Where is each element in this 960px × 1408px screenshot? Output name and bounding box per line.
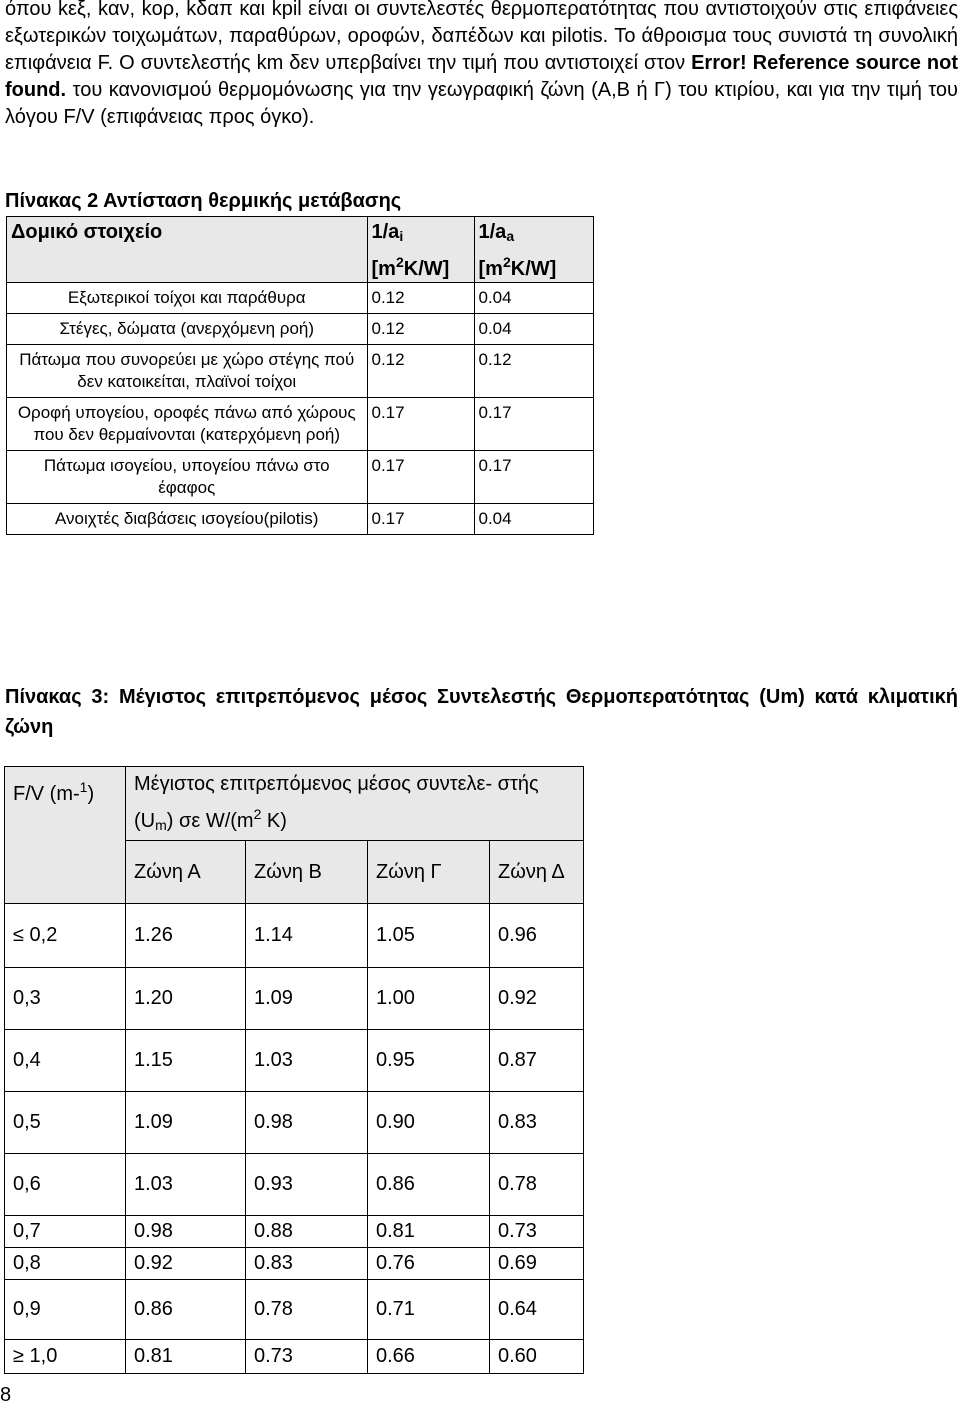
zone-a-header: Ζώνη Α	[126, 841, 246, 904]
zone-c-value: 0.95	[368, 1030, 490, 1092]
intro-paragraph	[5, 0, 958, 131]
zone-a-value: 0.86	[126, 1280, 246, 1340]
table-row	[5, 968, 584, 1030]
zone-c-header: Ζώνη Γ	[368, 841, 490, 904]
row-label: Πάτωμα ισογείου, υπογείου πάνω στο έφαφος	[7, 451, 368, 504]
table-row	[5, 1216, 584, 1248]
zone-a-value: 1.03	[126, 1154, 246, 1216]
zone-d-value: 0.64	[490, 1280, 584, 1340]
error-reference: Error! Reference source not found.	[5, 52, 958, 101]
zone-a-value: 0.92	[126, 1248, 246, 1280]
intro-text-1: όπου kεξ, kαν, kορ, kδαπ και kpil είναι οι συντελεστές θερμοπερατότητας που αντιστοιχούν στις επιφάνειες εξωτερικών τοιχωμάτων, παραθύρων, οροφών, δαπέδων και pilotis. Το άθροισμα τους συνιστά τη συνολική επιφάνεια F. Ο συντελεστής km δεν υπερβαίνει την τιμή που αντιστοιχεί στον	[5, 0, 958, 74]
table-row	[5, 1280, 584, 1340]
zone-c-value: 0.66	[368, 1340, 490, 1374]
header-description: Μέγιστος επιτρεπόμενος μέσος συντελε- στής $(U_m)$ σε $W/(m^2$ K)	[126, 767, 584, 841]
zone-a-value: 1.15	[126, 1030, 246, 1092]
fv-value: 0,5	[5, 1092, 126, 1154]
table3-header-row	[5, 767, 584, 841]
fv-value: ≥ 1,0	[5, 1340, 126, 1374]
zone-d-value: 0.96	[490, 904, 584, 968]
value-ai: 0.17	[367, 398, 474, 451]
zone-a-value: 1.09	[126, 1092, 246, 1154]
row-label: Πάτωμα που συνορεύει με χώρο στέγης πού δεν κατοικείται, πλαϊνοί τοίχοι	[7, 345, 368, 398]
table-row	[7, 314, 594, 345]
page-number: 8	[0, 1384, 12, 1406]
row-label: Οροφή υπογείου, οροφές πάνω από χώρους που δεν θερμαίνονται (κατερχόμενη ροή)	[7, 398, 368, 451]
fv-value: 0,7	[5, 1216, 126, 1248]
zone-a-value: 0.81	[126, 1340, 246, 1374]
zone-d-header: Ζώνη Δ	[490, 841, 584, 904]
table-row	[5, 1340, 584, 1374]
thermal-resistance-table	[6, 216, 594, 535]
fv-value: 0,3	[5, 968, 126, 1030]
zone-c-value: 0.81	[368, 1216, 490, 1248]
fv-value: ≤ 0,2	[5, 904, 126, 968]
value-aa: 0.04	[474, 283, 594, 314]
zone-d-value: 0.73	[490, 1216, 584, 1248]
value-ai: 0.12	[367, 345, 474, 398]
value-ai: 0.12	[367, 283, 474, 314]
zone-b-value: 0.83	[246, 1248, 368, 1280]
table-row	[5, 1030, 584, 1092]
table-row	[5, 904, 584, 968]
zone-c-value: 1.00	[368, 968, 490, 1030]
zone-d-value: 0.92	[490, 968, 584, 1030]
zone-b-value: 1.09	[246, 968, 368, 1030]
zone-b-value: 0.88	[246, 1216, 368, 1248]
zone-b-value: 1.14	[246, 904, 368, 968]
table-row	[5, 1154, 584, 1216]
zone-d-value: 0.69	[490, 1248, 584, 1280]
table-row	[5, 1092, 584, 1154]
zone-c-value: 0.90	[368, 1092, 490, 1154]
header-aa: $1/a_a$ $[m^2K/W]$	[474, 217, 594, 283]
zone-c-value: 0.71	[368, 1280, 490, 1340]
value-ai: 0.17	[367, 451, 474, 504]
value-aa: 0.17	[474, 451, 594, 504]
table-row	[7, 398, 594, 451]
value-aa: 0.17	[474, 398, 594, 451]
table-row	[5, 1248, 584, 1280]
table-row	[7, 283, 594, 314]
table-row	[7, 345, 594, 398]
zone-a-value: 0.98	[126, 1216, 246, 1248]
zone-b-value: 0.93	[246, 1154, 368, 1216]
value-aa: 0.12	[474, 345, 594, 398]
table2-header-row	[7, 217, 594, 283]
header-structural-element: Δομικό στοιχείο	[7, 217, 368, 283]
value-aa: 0.04	[474, 504, 594, 535]
intro-text-2: του κανονισμού θερμομόνωσης για την γεωγραφική ζώνη (Α,Β ή Γ) του κτιρίου, και για την τιμή του λόγου F/V (επιφάνειας προς όγκο).	[5, 79, 958, 128]
zone-d-value: 0.87	[490, 1030, 584, 1092]
header-ai: $1/a_i$ $[m^2K/W]$	[367, 217, 474, 283]
zone-c-value: 0.86	[368, 1154, 490, 1216]
table-row	[7, 451, 594, 504]
row-label: Στέγες, δώματα (ανερχόμενη ροή)	[7, 314, 368, 345]
table2-caption: Πίνακας 2 Αντίσταση θερμικής μετάβασης	[5, 190, 402, 212]
value-aa: 0.04	[474, 314, 594, 345]
zone-a-value: 1.20	[126, 968, 246, 1030]
zone-b-value: 0.98	[246, 1092, 368, 1154]
fv-value: 0,4	[5, 1030, 126, 1092]
zone-d-value: 0.60	[490, 1340, 584, 1374]
max-um-table	[4, 766, 584, 1374]
fv-value: 0,6	[5, 1154, 126, 1216]
row-label: Ανοιχτές διαβάσεις ισογείου(pilotis)	[7, 504, 368, 535]
value-ai: 0.17	[367, 504, 474, 535]
zone-d-value: 0.83	[490, 1092, 584, 1154]
table3-caption: Πίνακας 3: Μέγιστος επιτρεπόμενος μέσος Συντελεστής Θερμοπερατότητας (Um) κατά κλιματική ζώνη	[5, 686, 958, 738]
zone-b-header: Ζώνη Β	[246, 841, 368, 904]
zone-c-value: 1.05	[368, 904, 490, 968]
fv-value: 0,9	[5, 1280, 126, 1340]
zone-c-value: 0.76	[368, 1248, 490, 1280]
fv-value: 0,8	[5, 1248, 126, 1280]
zone-b-value: 0.73	[246, 1340, 368, 1374]
zone-b-value: 1.03	[246, 1030, 368, 1092]
zone-d-value: 0.78	[490, 1154, 584, 1216]
row-label: Εξωτερικοί τοίχοι και παράθυρα	[7, 283, 368, 314]
table-row	[7, 504, 594, 535]
zone-a-value: 1.26	[126, 904, 246, 968]
value-ai: 0.12	[367, 314, 474, 345]
header-fv: F/V (m-$^1$)	[5, 767, 126, 904]
zone-b-value: 0.78	[246, 1280, 368, 1340]
